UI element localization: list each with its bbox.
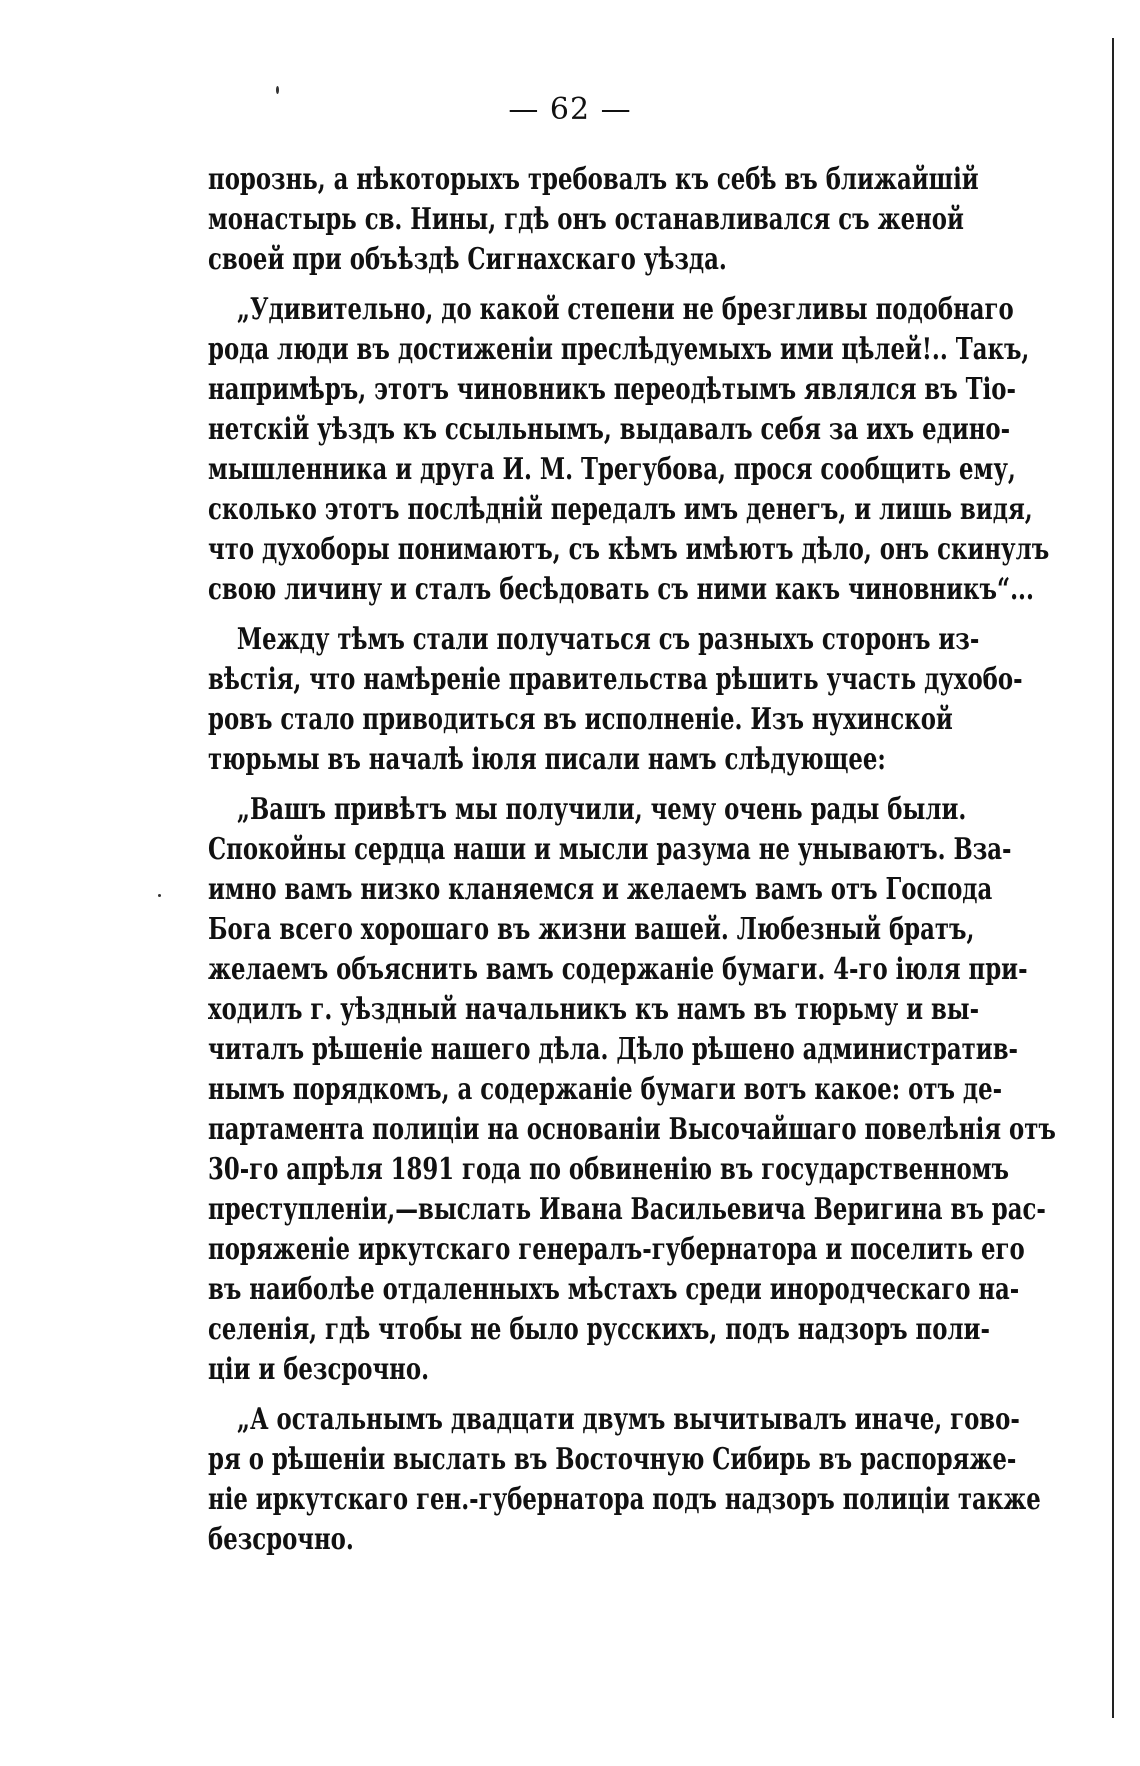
- text-line: своей при объѣздѣ Сигнахскаго уѣзда.: [208, 242, 727, 277]
- text-line: желаемъ объяснить вамъ содержаніе бумаги. 4-го іюля при-: [208, 952, 1028, 987]
- text-line: „А остальнымъ двадцати двумъ вычитывалъ иначе, гово-: [236, 1402, 1020, 1437]
- text-line: преступленіи,—выслать Ивана Васильевича Веригина въ рас-: [208, 1192, 1046, 1227]
- body-text: [208, 160, 1056, 1570]
- text-line: что духоборы понимаютъ, съ кѣмъ имѣютъ дѣло, онъ скинулъ: [208, 532, 1050, 567]
- text-line: Бога всего хорошаго въ жизни вашей. Любезный братъ,: [208, 912, 975, 947]
- text-line: вѣстія, что намѣреніе правительства рѣшить участь духобо-: [208, 662, 1023, 697]
- text-line: мышленника и друга И. М. Трегубова, прося сообщить ему,: [208, 452, 1016, 487]
- text-line: Спокойны сердца наши и мысли разума не унываютъ. Вза-: [208, 832, 1012, 867]
- text-line: „Вашъ привѣтъ мы получили, чему очень рады были.: [236, 792, 967, 827]
- text-line: 30-го апрѣля 1891 года по обвиненію въ государственномъ: [208, 1152, 1010, 1187]
- text-line: ніе иркутскаго ген.-губернатора подъ надзоръ полиціи также: [208, 1482, 1041, 1517]
- page-edge-line: [1112, 38, 1114, 1718]
- text-line: сколько этотъ послѣдній передалъ имъ денегъ, и лишь видя,: [208, 492, 1033, 527]
- text-line: безсрочно.: [208, 1522, 354, 1557]
- page-number: — 62 —: [508, 92, 632, 127]
- text-line: нетскій уѣздъ къ ссыльнымъ, выдавалъ себя за ихъ едино-: [208, 412, 1011, 447]
- text-line: тюрьмы въ началѣ іюля писали намъ слѣдующее:: [208, 742, 886, 777]
- paragraph: [208, 160, 979, 280]
- text-line: Между тѣмъ стали получаться съ разныхъ сторонъ из-: [236, 622, 980, 657]
- text-line: партамента полиціи на основаніи Высочайшаго повелѣнія отъ: [208, 1112, 1056, 1147]
- text-line: „Удивительно, до какой степени не брезгливы подобнаго: [236, 292, 1014, 327]
- text-line: напримѣръ, этотъ чиновникъ переодѣтымъ являлся въ Тіо-: [208, 372, 1016, 407]
- text-line: порознь, а нѣкоторыхъ требовалъ къ себѣ въ ближайшій: [208, 162, 979, 197]
- text-line: рода люди въ достиженіи преслѣдуемыхъ ими цѣлей!.. Такъ,: [208, 332, 1030, 367]
- text-line: въ наиболѣе отдаленныхъ мѣстахъ среди инородческаго на-: [208, 1272, 1020, 1307]
- paragraph: [208, 290, 1050, 610]
- text-line: нымъ порядкомъ, а содержаніе бумаги вотъ какое: отъ де-: [208, 1072, 1003, 1107]
- text-line: ходилъ г. уѣздный начальникъ къ намъ въ тюрьму и вы-: [208, 992, 980, 1027]
- text-line: ря о рѣшеніи выслать въ Восточную Сибирь въ распоряже-: [208, 1442, 1017, 1477]
- text-line: читалъ рѣшеніе нашего дѣла. Дѣло рѣшено административ-: [208, 1032, 1019, 1067]
- ink-speck: [158, 894, 161, 897]
- text-line: поряженіе иркутскаго генералъ-губернатора и поселить его: [208, 1232, 1025, 1267]
- text-line: ціи и безсрочно.: [208, 1352, 430, 1387]
- text-line: свою личину и сталъ бесѣдовать съ ними какъ чиновникъ“...: [208, 572, 1034, 607]
- text-line: селенія, гдѣ чтобы не было русскихъ, подъ надзоръ поли-: [208, 1312, 990, 1347]
- paragraph: [208, 620, 1023, 780]
- paragraph: [208, 1400, 1041, 1560]
- text-line: ровъ стало приводиться въ исполненіе. Изъ нухинской: [208, 702, 953, 737]
- text-line: имно вамъ низко кланяемся и желаемъ вамъ отъ Господа: [208, 872, 993, 907]
- paragraph: [208, 790, 1056, 1390]
- text-line: монастырь св. Нины, гдѣ онъ останавливался съ женой: [208, 202, 964, 237]
